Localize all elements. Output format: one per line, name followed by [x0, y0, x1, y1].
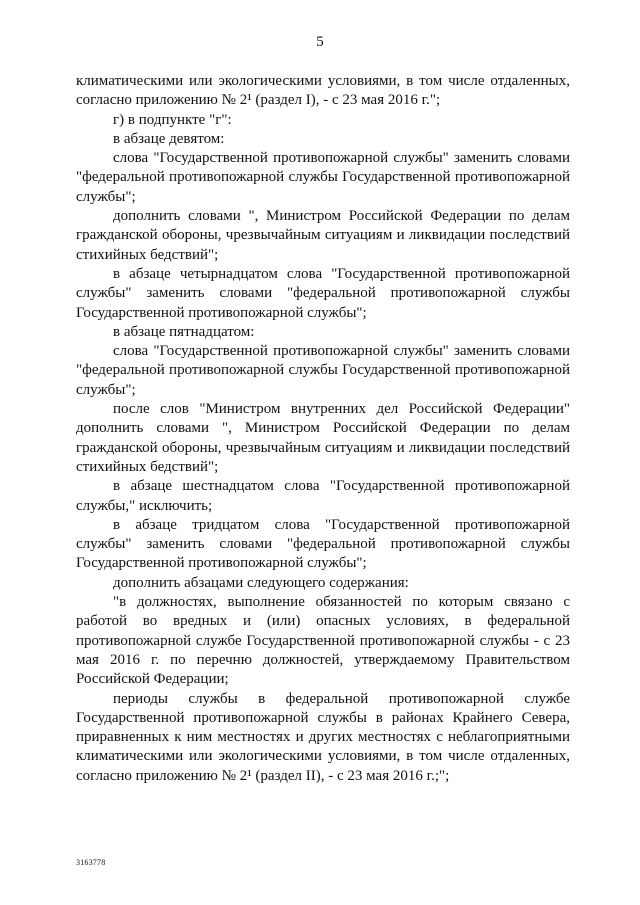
- paragraph: в абзаце шестнадцатом слова "Государственной противопожарной службы," исключить;: [76, 478, 570, 514]
- paragraph-continuation: климатическими или экологическими условиями, в том числе отдаленных, согласно приложению № 2¹ (раздел I), - с 23 мая 2016 г.";: [76, 73, 570, 109]
- paragraph: дополнить словами ", Министром Российской Федерации по делам гражданской обороны, чрезвычайным ситуациям и ликвидации последствий стихийных бедствий";: [76, 208, 570, 263]
- paragraph: слова "Государственной противопожарной службы" заменить словами "федеральной противопожарной службы Государственной противопожарной службы";: [76, 343, 570, 398]
- paragraph-subitem-g: г) в подпункте "г":: [113, 111, 232, 128]
- paragraph: дополнить абзацами следующего содержания:: [113, 574, 409, 591]
- paragraph-quoted: "в должностях, выполнение обязанностей по которым связано с работой во вредных и (или) опасных условиях, в федеральной противопожарной службе Государственной противопожарной службы - с 23 мая 2016 г. по перечню должностей, утверждаемому Правительством Российской Федерации;: [76, 594, 570, 688]
- page-number: 5: [316, 34, 324, 50]
- document-body: [76, 72, 570, 786]
- document-code: 3163778: [76, 858, 106, 867]
- paragraph: после слов "Министром внутренних дел Российской Федерации" дополнить словами ", Министром Российской Федерации по делам гражданской обороны, чрезвычайным ситуациям и ликвидации последствий стихийных бедствий";: [76, 401, 570, 475]
- paragraph: в абзаце пятнадцатом:: [113, 323, 255, 340]
- paragraph: в абзаце четырнадцатом слова "Государственной противопожарной службы" заменить словами "федеральной противопожарной службы Государственной противопожарной службы";: [76, 265, 570, 321]
- paragraph-quoted: периоды службы в федеральной противопожарной службе Государственной противопожарной службы в районах Крайнего Севера, приравненных к ним местностях и других местностях с неблагоприятными климатическими или экологическими условиями, в том числе отдаленных, согласно приложению № 2¹ (раздел II), - с 23 мая 2016 г.;";: [76, 690, 570, 784]
- paragraph: в абзаце тридцатом слова "Государственной противопожарной службы" заменить словами "федеральной противопожарной службы Государственной противопожарной службы";: [76, 516, 570, 572]
- paragraph: слова "Государственной противопожарной службы" заменить словами "федеральной противопожарной службы Государственной противопожарной службы";: [76, 150, 570, 205]
- paragraph: в абзаце девятом:: [113, 130, 225, 147]
